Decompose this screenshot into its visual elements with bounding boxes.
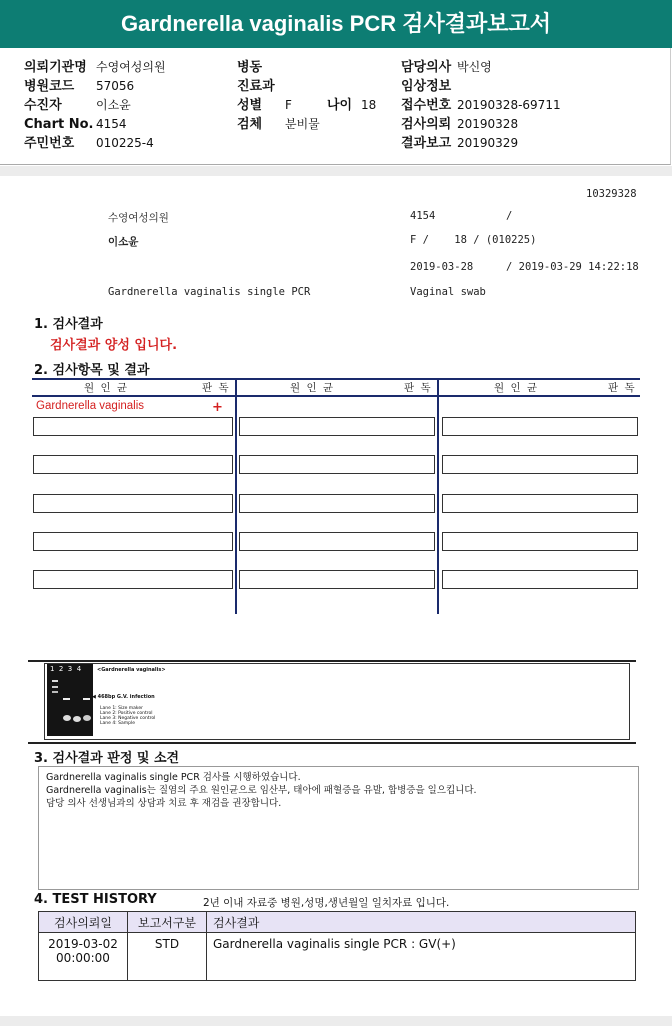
header-label: 결과보고 — [401, 136, 452, 151]
header-value: 20190328 — [457, 117, 519, 131]
result-box — [442, 417, 638, 436]
age-value: 18 — [361, 98, 377, 112]
header-middle — [237, 56, 376, 132]
header-label: 수진자 — [24, 98, 62, 113]
result-box — [33, 532, 233, 551]
history-header-row — [39, 912, 636, 933]
header-label: 병원코드 — [24, 79, 75, 94]
result-box — [239, 455, 435, 474]
report-chart-sep: / — [506, 210, 513, 222]
report-test-name: Gardnerella vaginalis single PCR — [108, 286, 311, 298]
header-value: 4154 — [96, 117, 127, 131]
result-box — [239, 494, 435, 513]
header-value: 20190329 — [457, 136, 519, 150]
section3-heading: 3. 검사결과 판정 및 소견 — [34, 751, 180, 766]
section2-heading: 2. 검사항목 및 결과 — [34, 363, 150, 378]
result-box — [239, 417, 435, 436]
header-value: 20190328-69711 — [457, 98, 561, 112]
history-col-date: 검사의뢰일 — [39, 912, 128, 933]
header-label: 검사의뢰 — [401, 117, 452, 132]
result-box — [239, 570, 435, 589]
section1-heading: 1. 검사결과 — [34, 317, 103, 332]
header-value: 수영여성의원 — [96, 60, 166, 74]
history-note: 2년 이내 자료중 병원,성명,생년월일 일치자료 입니다. — [203, 897, 450, 909]
report-code: 10329328 — [586, 188, 637, 200]
history-col-type: 보고서구분 — [128, 912, 207, 933]
result-positive: 검사결과 양성 입니다. — [50, 338, 178, 353]
col-judgement-header: 판 독 — [608, 382, 635, 394]
report-specimen: Vaginal swab — [410, 286, 486, 298]
result-box — [442, 494, 638, 513]
gel-lane-numbers: 1 2 3 4 — [50, 665, 82, 673]
gel-legend-item: Lane 1: Size maker — [100, 706, 143, 711]
gel-legend-item: Lane 2: Positive control — [100, 711, 153, 716]
header-left — [24, 56, 166, 151]
report-clinic: 수영여성의원 — [108, 212, 169, 224]
col-judgement-header: 판 독 — [202, 382, 229, 394]
header-value: 이소윤 — [96, 98, 131, 112]
dept-label: 진료과 — [237, 79, 275, 94]
result-box — [33, 570, 233, 589]
report-date-reported: / 2019-03-29 14:22:18 — [506, 261, 639, 273]
result-box — [33, 455, 233, 474]
table-header-border — [32, 395, 640, 397]
findings-line: Gardnerella vaginalis는 질염의 주요 원인균으로 임산부, 태아에 패혈증을 유발, 합병증을 일으킵니다. — [46, 785, 477, 796]
col-judgement-header: 판 독 — [404, 382, 431, 394]
result-box — [442, 570, 638, 589]
header-value: 010225-4 — [96, 136, 154, 150]
specimen-label: 검체 — [237, 117, 263, 132]
gel-legend — [100, 706, 155, 726]
gel-image — [47, 664, 93, 736]
result-box — [33, 494, 233, 513]
header-value: 57056 — [96, 79, 135, 93]
col-pathogen-header: 원 인 균 — [84, 382, 128, 394]
report-chart: 4154 — [410, 210, 436, 222]
ward-label: 병동 — [237, 60, 263, 75]
history-table — [38, 911, 636, 981]
gel-bands-icon — [47, 664, 93, 736]
gel-legend-item: Lane 4: Sample — [100, 721, 135, 726]
report-title: Gardnerella vaginalis PCR 검사결과보고서 — [0, 0, 672, 48]
gel-figure — [44, 663, 630, 740]
history-time: 00:00:00 — [56, 951, 110, 965]
column-divider — [437, 378, 439, 614]
header-value: 박신영 — [457, 60, 492, 74]
column-divider — [235, 378, 237, 614]
gel-band-label: ◀ 468bp G.V. infection — [92, 694, 155, 700]
header-label: 담당의사 — [401, 60, 452, 75]
header-label: 접수번호 — [401, 98, 452, 113]
pathogen-name: Gardnerella vaginalis — [36, 400, 145, 412]
history-col-result: 검사결과 — [207, 912, 636, 933]
report-date-received: 2019-03-28 — [410, 261, 474, 273]
history-date-cell — [39, 933, 128, 981]
age-label: 나이 — [327, 98, 353, 113]
table-row — [39, 933, 636, 981]
header-label: Chart No. — [24, 117, 94, 132]
result-box — [442, 532, 638, 551]
report-sex-age: F / 18 / (010225) — [410, 234, 537, 246]
history-date: 2019-03-02 — [48, 937, 118, 951]
result-box — [33, 417, 233, 436]
pathogen-judgement: + — [212, 400, 223, 415]
result-box — [442, 455, 638, 474]
sex-label: 성별 — [237, 98, 263, 113]
header-label: 임상정보 — [401, 79, 452, 94]
section4-heading: 4. TEST HISTORY — [34, 892, 157, 907]
history-type: STD — [128, 933, 207, 981]
gel-title: <Gardnerella vaginalis> — [97, 667, 166, 673]
col-pathogen-header: 원 인 균 — [290, 382, 334, 394]
header-label: 주민번호 — [24, 136, 75, 151]
result-box — [239, 532, 435, 551]
specimen-value: 분비물 — [285, 117, 320, 131]
section-divider — [0, 166, 672, 176]
history-result: Gardnerella vaginalis single PCR : GV(+) — [207, 933, 636, 981]
header-right — [401, 56, 561, 151]
page-footer-bar — [0, 1016, 672, 1026]
col-pathogen-header: 원 인 균 — [494, 382, 538, 394]
header-label: 의뢰기관명 — [24, 60, 87, 75]
findings-line: Gardnerella vaginalis single PCR 검사를 시행하였습니다. — [46, 772, 301, 783]
findings-text — [46, 771, 477, 810]
report-patient: 이소윤 — [108, 236, 139, 248]
gel-legend-item: Lane 3: Negative control — [100, 716, 156, 721]
sex-value: F — [285, 98, 292, 112]
findings-line: 담당 의사 선생님과의 상담과 치료 후 재검을 권장합니다. — [46, 798, 282, 809]
